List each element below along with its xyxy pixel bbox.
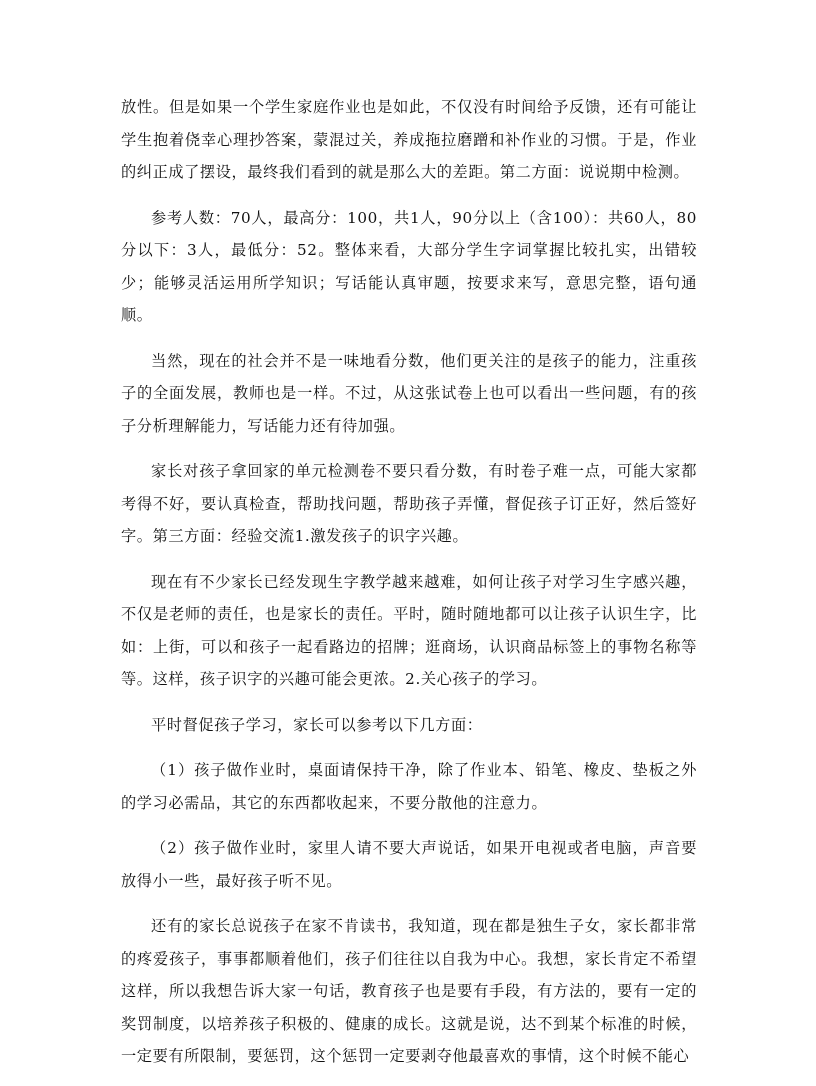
paragraph-8: （2）孩子做作业时，家里人请不要大声说话，如果开电视或者电脑，声音要放得小一些，最好孩子听不见。 <box>121 839 697 890</box>
paragraph-9: 还有的家长总说孩子在家不肯读书，我知道，现在都是独生子女，家长都非常的疼爱孩子，事事都顺着他们，孩子们往往以自我为中心。我想，家长肯定不希望这样，所以我想告诉大家一句话，教育孩子也是要有手段，有方法的，要有一定的奖罚制度，以培养孩子积极的、健康的成长。这就是说，达不到某个标准的时候，一定要有所限制，要惩罚，这个惩罚一定要剥夺他最喜欢的事情，这个时候不能心 <box>121 917 697 1065</box>
paragraph-6: 平时督促孩子学习，家长可以参考以下几方面： <box>151 715 483 734</box>
paragraph-4: 家长对孩子拿回家的单元检测卷不要只看分数，有时卷子难一点，可能大家都考得不好，要认真检查，帮助找问题，帮助孩子弄懂，督促孩子订正好，然后签好字。第三方面：经验交流1.激发孩子的识字兴趣。 <box>121 462 697 545</box>
paragraph-5: 现在有不少家长已经发现生字教学越来越难，如何让孩子对学习生字感兴趣，不仅是老师的责任，也是家长的责任。平时，随时随地都可以让孩子认识生字，比如：上街，可以和孩子一起看路边的招牌；逛商场，认识商品标签上的事物名称等等。这样，孩子识字的兴趣可能会更浓。2.关心孩子的学习。 <box>121 572 697 688</box>
paragraph-1: 放性。但是如果一个学生家庭作业也是如此，不仅没有时间给予反馈，还有可能让学生抱着侥幸心理抄答案，蒙混过关，养成拖拉磨蹭和补作业的习惯。于是，作业的纠正成了摆设，最终我们看到的就是那么大的差距。第二方面：说说期中检测。 <box>121 98 697 181</box>
paragraph-7: （1）孩子做作业时，桌面请保持干净，除了作业本、铅笔、橡皮、垫板之外的学习必需品，其它的东西都收起来，不要分散他的注意力。 <box>121 761 697 812</box>
paragraph-2: 参考人数：70人，最高分：100，共1人，90分以上（含100）：共60人，80分以下：3人，最低分：52。整体来看，大部分学生字词掌握比较扎实，出错较少；能够灵活运用所学知识；写话能认真审题，按要求来写，意思完整，语句通顺。 <box>121 208 697 324</box>
paragraph-3: 当然，现在的社会并不是一味地看分数，他们更关注的是孩子的能力，注重孩子的全面发展，教师也是一样。不过，从这张试卷上也可以看出一些问题，有的孩子分析理解能力，写话能力还有待加强。 <box>121 351 697 435</box>
document-body <box>121 91 697 1086</box>
